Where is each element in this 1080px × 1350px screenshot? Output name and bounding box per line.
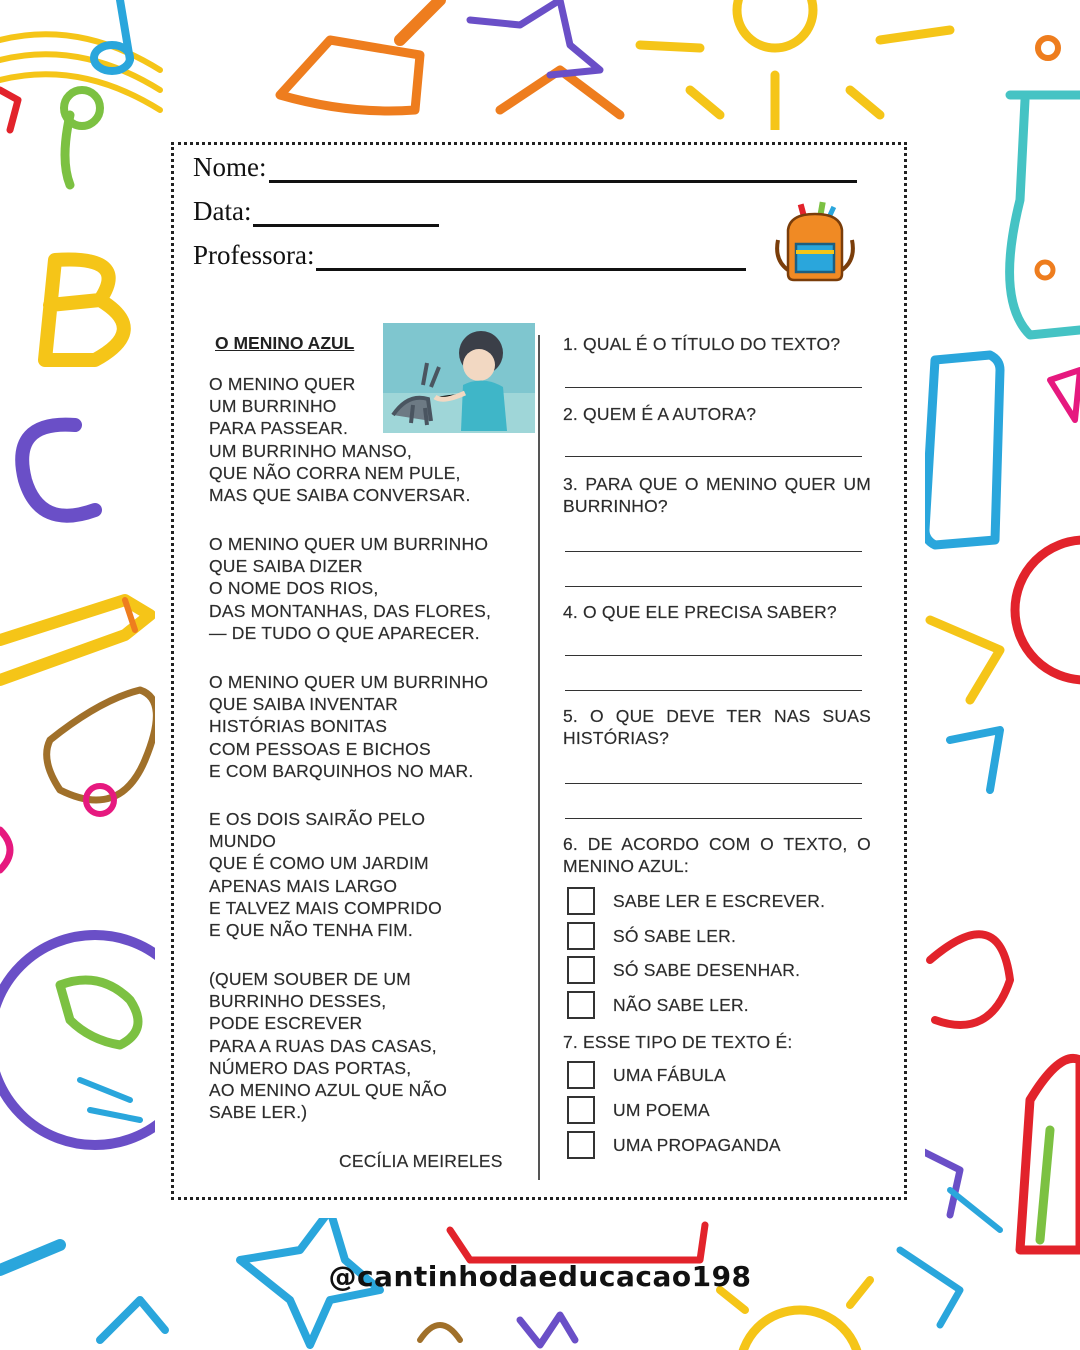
- option-checkbox[interactable]: [567, 887, 825, 915]
- name-field: [193, 152, 857, 183]
- poem-author: CECÍLIA MEIRELES: [339, 1151, 503, 1171]
- backpack-icon: [770, 200, 860, 285]
- checkbox[interactable]: [567, 991, 595, 1019]
- music-notes-doodle: [0, 34, 160, 110]
- option-checkbox[interactable]: [567, 1061, 726, 1089]
- poem-title: O MENINO AZUL: [215, 333, 355, 353]
- date-field: [193, 196, 439, 227]
- question-5: 5. O QUE DEVE TER NAS SUAS HISTÓRIAS?: [563, 706, 871, 749]
- teacher-label: Professora:: [193, 240, 315, 270]
- option-checkbox[interactable]: [567, 991, 749, 1019]
- name-line[interactable]: [269, 156, 857, 183]
- poem-stanza-5: (QUEM SOUBER DE UM BURRINHO DESSES, PODE ESCREVER PARA A RUAS DAS CASAS, NÚMERO DAS PORTAS, AO MENINO AZUL QUE NÃO SABE LER.): [209, 969, 448, 1123]
- checkbox[interactable]: [567, 887, 595, 915]
- option-label: UM POEMA: [613, 1099, 710, 1120]
- option-checkbox[interactable]: [567, 956, 800, 984]
- poem-stanza-1: O MENINO QUER UM BURRINHO PARA PASSEAR. UM BURRINHO MANSO, QUE NÃO CORRA NEM PULE, MAS QUE SAIBA CONVERSAR.: [209, 374, 471, 506]
- poem-stanza-2: O MENINO QUER UM BURRINHO QUE SAIBA DIZER O NOME DOS RIOS, DAS MONTANHAS, DAS FLORES, — DE TUDO O QUE APARECER.: [209, 534, 492, 643]
- option-label: SÓ SABE DESENHAR.: [613, 959, 801, 980]
- poem-stanza-3: O MENINO QUER UM BURRINHO QUE SAIBA INVENTAR HISTÓRIAS BONITAS COM PESSOAS E BICHOS E COM BARQUINHOS NO MAR.: [209, 672, 489, 781]
- teacher-line[interactable]: [316, 244, 746, 271]
- social-handle: @cantinhodaeducacao198: [328, 1260, 752, 1293]
- teacher-field: [193, 240, 746, 271]
- question-7: 7. ESSE TIPO DE TEXTO É:: [563, 1032, 793, 1052]
- checkbox[interactable]: [567, 1131, 595, 1159]
- sun-doodle: [640, 0, 950, 130]
- question-4: 4. O QUE ELE PRECISA SABER?: [563, 602, 837, 622]
- option-checkbox[interactable]: [567, 1131, 781, 1159]
- checkbox[interactable]: [567, 1096, 595, 1124]
- question-6: 6. DE ACORDO COM O TEXTO, O MENINO AZUL:: [563, 834, 871, 877]
- date-label: Data:: [193, 196, 252, 226]
- option-label: UMA PROPAGANDA: [613, 1134, 781, 1155]
- option-label: SABE LER E ESCREVER.: [613, 890, 826, 911]
- answer-line[interactable]: [565, 586, 862, 587]
- answer-line[interactable]: [565, 387, 862, 388]
- name-label: Nome:: [193, 152, 267, 182]
- checkbox[interactable]: [567, 1061, 595, 1089]
- poem-stanza-4: E OS DOIS SAIRÃO PELO MUNDO QUE É COMO UM JARDIM APENAS MAIS LARGO E TALVEZ MAIS COMPRIDO E QUE NÃO TENHA FIM.: [209, 809, 442, 941]
- checkbox[interactable]: [567, 956, 595, 984]
- question-2: 2. QUEM É A AUTORA?: [563, 404, 757, 424]
- checkbox[interactable]: [567, 922, 595, 950]
- answer-line[interactable]: [565, 551, 862, 552]
- answer-line[interactable]: [565, 818, 862, 819]
- option-label: UMA FÁBULA: [613, 1064, 726, 1085]
- option-checkbox[interactable]: [567, 1096, 710, 1124]
- answer-line[interactable]: [565, 655, 862, 656]
- column-divider: [538, 335, 540, 1180]
- question-3: 3. PARA QUE O MENINO QUER UM BURRINHO?: [563, 474, 871, 517]
- date-line[interactable]: [253, 200, 439, 227]
- answer-line[interactable]: [565, 783, 862, 784]
- option-label: SÓ SABE LER.: [613, 925, 737, 946]
- option-checkbox[interactable]: [567, 922, 736, 950]
- answer-line[interactable]: [565, 690, 862, 691]
- answer-line[interactable]: [565, 456, 862, 457]
- option-label: NÃO SABE LER.: [613, 994, 749, 1015]
- worksheet: [155, 130, 925, 1218]
- question-1: 1. QUAL É O TÍTULO DO TEXTO?: [563, 334, 841, 354]
